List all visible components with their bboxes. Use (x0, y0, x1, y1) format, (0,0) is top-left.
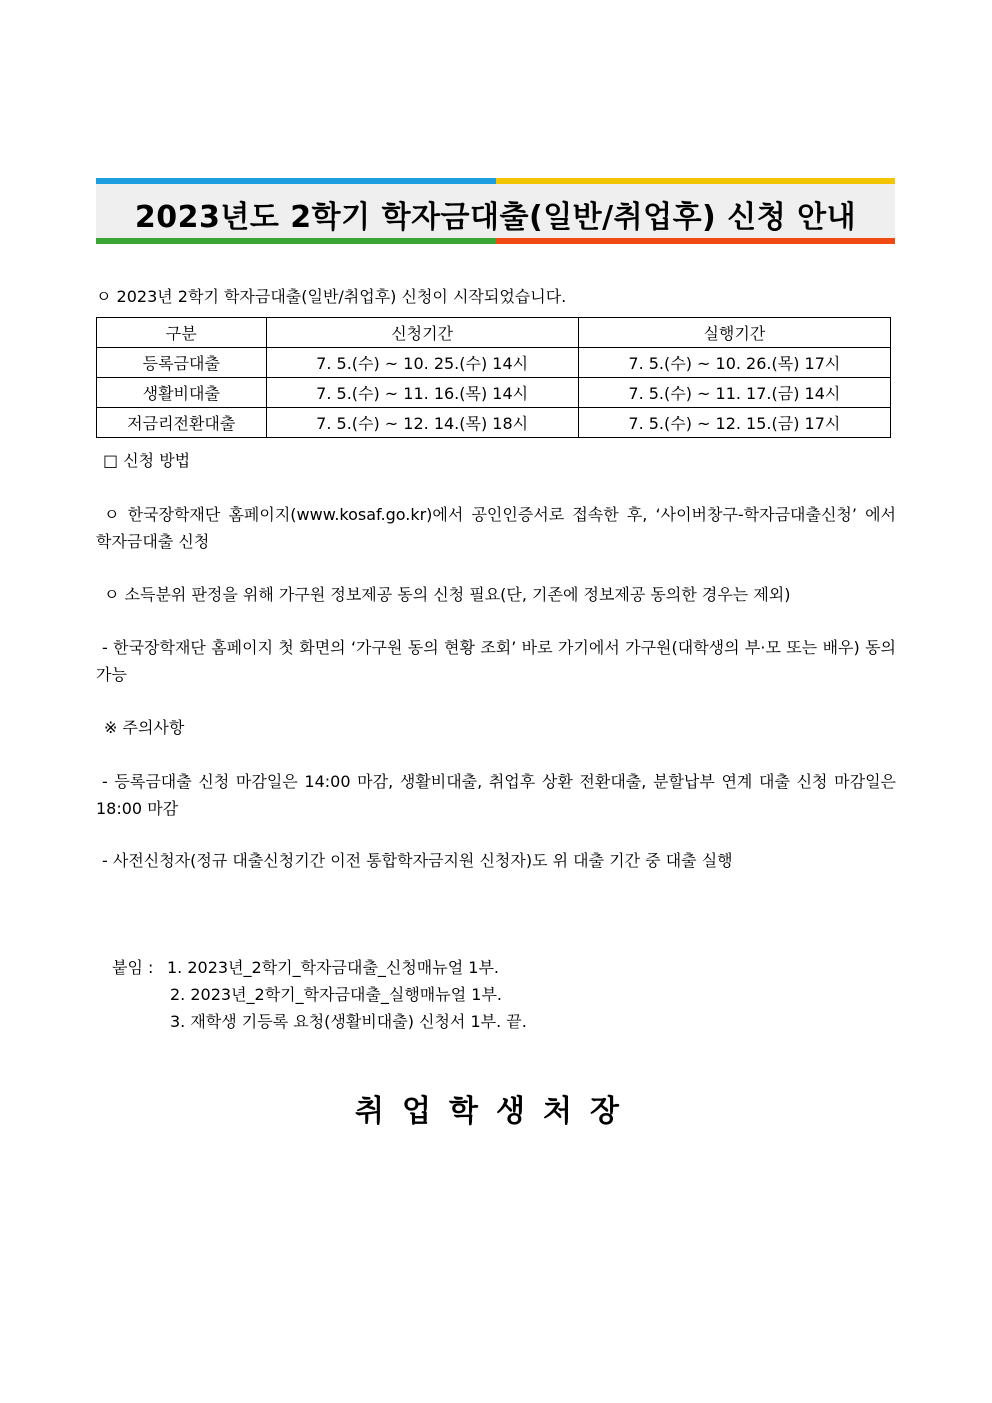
title-bar-bottom-right (496, 238, 895, 244)
table-cell: 7. 5.(수) ~ 11. 16.(목) 14시 (266, 378, 578, 408)
schedule-table (96, 317, 891, 438)
table-cell: 7. 5.(수) ~ 12. 14.(목) 18시 (266, 408, 578, 438)
table-row (97, 348, 891, 378)
attachment-item: 3. 재학생 기등록 요청(생활비대출) 신청서 1부. 끝. (170, 1012, 527, 1031)
caution-heading: ※ 주의사항 (104, 718, 185, 737)
intro-text: ㅇ 2023년 2학기 학자금대출(일반/취업후) 신청이 시작되었습니다. (96, 287, 567, 306)
attachments-label: 붙임 : (112, 958, 154, 977)
page-title: 2023년도 2학기 학자금대출(일반/취업후) 신청 안내 (134, 200, 857, 235)
table-row (97, 378, 891, 408)
caution-item-2: - 사전신청자(정규 대출신청기간 이전 통합학자금지원 신청자)도 위 대출 기간 중 대출 실행 (102, 851, 733, 870)
table-header-row (97, 318, 891, 348)
method-item-1: ㅇ 한국장학재단 홈페이지(www.kosaf.go.kr)에서 공인인증서로 접속한 후, ‘사이버창구-학자금대출신청’ 에서 학자금대출 신청 (96, 505, 896, 551)
caution-item-1: - 등록금대출 신청 마감일은 14:00 마감, 생활비대출, 취업후 상환 전환대출, 분할납부 연계 대출 신청 마감일은 18:00 마감 (96, 772, 896, 818)
table-cell: 등록금대출 (97, 348, 267, 378)
table-cell: 7. 5.(수) ~ 10. 26.(목) 17시 (578, 348, 890, 378)
table-cell: 저금리전환대출 (97, 408, 267, 438)
signature: 취업학생처장 (355, 1094, 637, 1129)
title-bar-top-right (496, 178, 895, 184)
header-apply-period: 신청기간 (266, 318, 578, 348)
header-category: 구분 (97, 318, 267, 348)
attachment-item: 1. 2023년_2학기_학자금대출_신청매뉴얼 1부. (167, 958, 499, 977)
table-row (97, 408, 891, 438)
title-banner (96, 178, 895, 244)
table-cell: 7. 5.(수) ~ 10. 25.(수) 14시 (266, 348, 578, 378)
header-exec-period: 실행기간 (578, 318, 890, 348)
table-cell: 7. 5.(수) ~ 11. 17.(금) 14시 (578, 378, 890, 408)
title-bar-bottom-left (96, 238, 496, 244)
table-cell: 생활비대출 (97, 378, 267, 408)
title-bar-top-left (96, 178, 496, 184)
table-cell: 7. 5.(수) ~ 12. 15.(금) 17시 (578, 408, 890, 438)
method-item-3: - 한국장학재단 홈페이지 첫 화면의 ‘가구원 동의 현황 조회’ 바로 가기에서 가구원(대학생의 부·모 또는 배우) 동의 가능 (96, 638, 896, 684)
method-heading: □ 신청 방법 (103, 451, 191, 470)
attachment-item: 2. 2023년_2학기_학자금대출_실행매뉴얼 1부. (170, 985, 502, 1004)
method-item-2: ㅇ 소득분위 판정을 위해 가구원 정보제공 동의 신청 필요(단, 기존에 정보제공 동의한 경우는 제외) (104, 585, 791, 604)
